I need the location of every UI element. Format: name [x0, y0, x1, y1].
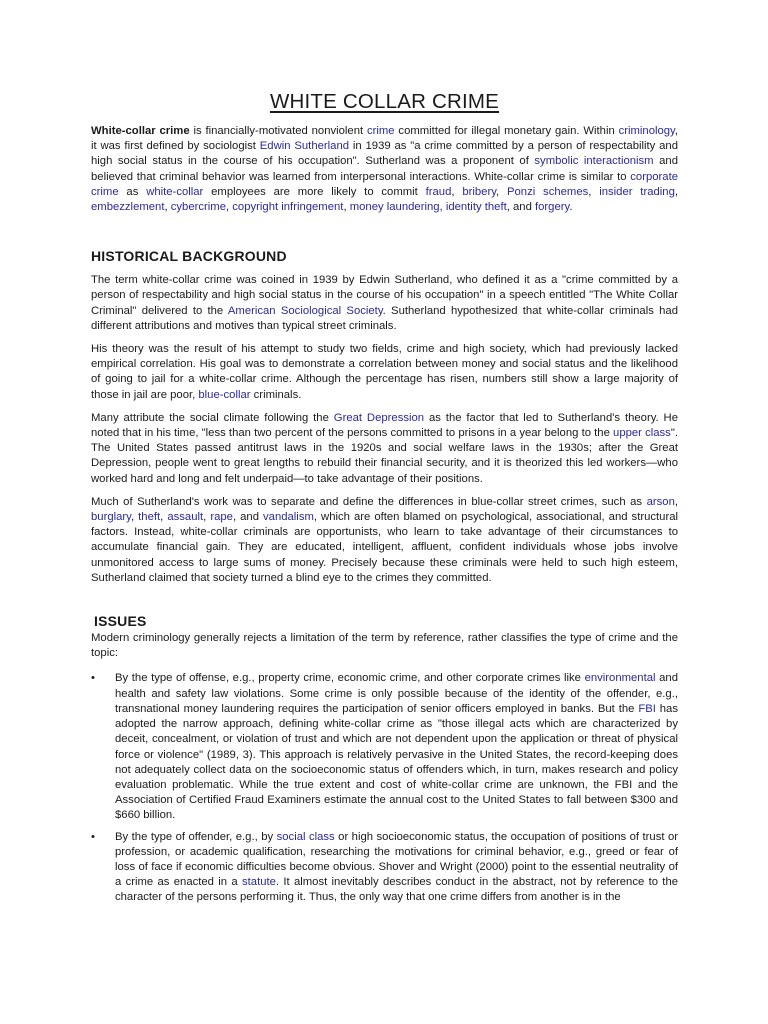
text-run: , — [496, 185, 507, 198]
issues-heading: ISSUES — [94, 613, 147, 630]
text-run: . Sutherland hypothesized that white-collar criminals had different attributions and motives than typical street criminals. — [91, 304, 678, 332]
hyperlink[interactable]: blue-collar — [198, 388, 251, 401]
issues-list — [91, 671, 678, 905]
hyperlink[interactable]: criminology — [618, 125, 675, 137]
list-item-text — [115, 672, 678, 821]
text-run: By the type of offense, e.g., property crime, economic crime, and other corporate crimes like — [115, 672, 585, 685]
list-item — [91, 830, 678, 906]
text-run: employees are more likely to commit — [203, 185, 426, 198]
hyperlink[interactable]: white-collar — [146, 185, 204, 198]
list-item — [91, 671, 678, 823]
bullet-glyph: • — [91, 672, 95, 685]
text-run: as the factor that led to Sutherland's theory. He noted that in his time, "less than two percent of the persons committed to prisons in a year belong to the — [91, 411, 678, 440]
hyperlink[interactable]: statute — [242, 876, 276, 889]
hyperlink[interactable]: money laundering — [349, 201, 440, 214]
hyperlink[interactable]: assault — [167, 511, 204, 524]
text-run: has adopted the narrow approach, defining white-collar crime as "those illegal acts which are characterized by deceit, concealment, or violation of trust and which are not dependent upon the application or threat of physical force or violence" (1989, 3). This approach is relatively pervasive in the United States, the record-keeping does not adequately collect data on the socioeconomic status of offenders which, in turn, makes research and policy evaluation problematic. While the true extent and cost of white-collar crime are unknown, the FBI and the Association of Certified Fraud Examiners estimate the annual cost to the United States to fall between $300 and $660 billion. — [115, 702, 678, 822]
hyperlink[interactable]: identity theft — [445, 201, 507, 214]
hyperlink[interactable]: corporate crime — [91, 170, 678, 198]
text-run: . — [569, 201, 573, 214]
bold-term: White-collar crime — [91, 125, 190, 137]
hyperlink[interactable]: American Sociological Society — [227, 304, 383, 317]
hyperlink[interactable]: Ponzi schemes — [506, 185, 589, 198]
list-item-text — [115, 831, 678, 904]
historical-paragraph-2 — [91, 342, 678, 403]
historical-paragraph-1 — [91, 273, 678, 334]
text-run: , — [674, 495, 678, 508]
text-run: By the type of offender, e.g., by — [115, 830, 277, 843]
hyperlink[interactable]: copyright infringement — [232, 201, 344, 214]
hyperlink[interactable]: bribery — [462, 185, 497, 198]
hyperlink[interactable]: insider trading — [599, 185, 675, 198]
text-run: , and — [506, 201, 535, 214]
hyperlink[interactable]: theft — [138, 511, 161, 524]
historical-paragraph-4 — [91, 495, 678, 586]
hyperlink[interactable]: crime — [366, 125, 395, 137]
text-run: , — [226, 201, 233, 214]
text-run: , — [439, 201, 446, 214]
text-run: , — [588, 185, 600, 198]
text-run: is financially-motivated nonviolent — [189, 125, 367, 137]
intro-paragraph — [91, 124, 678, 215]
hyperlink[interactable]: Great Depression — [333, 411, 425, 424]
text-run: , — [451, 185, 463, 198]
hyperlink[interactable]: embezzlement — [91, 201, 165, 214]
text-run: Modern criminology generally rejects a limitation of the term by reference, rather classifies the type of crime and the topic: — [91, 632, 678, 660]
text-run: criminals. — [250, 388, 302, 401]
text-run: and believed that criminal behavior was learned from interpersonal interactions. White-collar crime is similar to — [91, 155, 678, 183]
hyperlink[interactable]: cybercrime — [170, 201, 226, 214]
historical-paragraph-3 — [91, 411, 678, 487]
text-run: His theory was the result of his attempt to study two fields, crime and high society, which had previously lacked empirical correlation. His goal was to demonstrate a correlation between money and social status and the likelihood of going to jail for a white-collar crime. Although the percentage has risen, numbers still show a large majority of those in jail are poor, — [91, 343, 678, 401]
text-run: , — [130, 511, 139, 524]
text-run: . It almost inevitably describes conduct in the abstract, not by reference to the character of the persons performing it. Thus, the only way that one crime differs from another is in the — [115, 876, 679, 904]
bullet-glyph: • — [91, 830, 95, 843]
hyperlink[interactable]: vandalism — [263, 511, 314, 524]
hyperlink[interactable]: forgery — [535, 201, 570, 214]
hyperlink[interactable]: Edwin Sutherland — [259, 140, 350, 153]
hyperlink[interactable]: FBI — [638, 702, 656, 715]
hyperlink[interactable]: fraud — [425, 185, 452, 198]
text-run: as — [118, 185, 147, 198]
hyperlink[interactable]: burglary — [91, 511, 131, 524]
text-run: , — [160, 511, 168, 524]
hyperlink[interactable]: upper class — [613, 427, 671, 440]
text-run: or high socioeconomic status, the occupation of positions of trust or profession, or academic qualification, researching the motivations for criminal behavior, e.g., greed or fear of loss of face if economic difficulties become obvious. Shover and Wright (2000) point to the essential neutrality of a crime as enacted in a — [115, 830, 679, 889]
text-run: The term white-collar crime was coined in 1939 by Edwin Sutherland, who defined it as a "crime committed by a person of respectability and high social status in the course of his occupation" in a speech entitled "The White Collar Criminal" delivered to the — [91, 274, 678, 317]
text-run: Many attribute the social climate following the — [91, 411, 334, 424]
hyperlink[interactable]: rape — [210, 511, 233, 524]
text-run: in 1939 as "a crime committed by a person of respectability and high social status in the course of his occupation". Sutherland was a proponent of — [91, 140, 678, 168]
text-run: and health and safety law violations. Some crime is only possible because of the identity of the offender, e.g., transnational money laundering requires the participation of senior officers employed in banks. But the — [115, 672, 678, 715]
text-run: , and — [232, 511, 264, 524]
text-run: Much of Sutherland's work was to separate and define the differences in blue-collar street crimes, such as — [91, 495, 647, 508]
text-run: , — [674, 185, 678, 198]
hyperlink[interactable]: symbolic interactionism — [534, 155, 654, 168]
text-run: , which are often blamed on psychological, associational, and structural factors. Instead, white-collar criminals are opportunists, who learn to take advantage of their circumstances to accumulate financial gain. They are educated, intelligent, affluent, confident individuals whose jobs involve unmonitored access to large sums of money. Precisely because these criminals were held to such high esteem, Sutherland claimed that society turned a blind eye to the crimes they committed. — [91, 511, 679, 584]
text-run: , — [343, 201, 350, 214]
hyperlink[interactable]: social class — [276, 830, 335, 843]
hyperlink[interactable]: environmental — [584, 672, 656, 685]
text-run: committed for illegal monetary gain. Within — [394, 125, 619, 137]
hyperlink[interactable]: arson — [646, 495, 675, 508]
text-run: , — [164, 201, 171, 214]
document-title: WHITE COLLAR CRIME — [269, 90, 500, 113]
text-run: , — [203, 511, 211, 524]
issues-intro-paragraph — [91, 631, 678, 661]
text-run: ". The United States passed antitrust laws in the 1920s and social welfare laws in the 1930s; after the Great Depression, people went to great lengths to rebuild their financial security, and it is theorized this led workers—who worked hard and long and felt underpaid—to take advantage of their positions. — [91, 427, 678, 485]
text-run: , it was first defined by sociologist — [91, 125, 679, 153]
historical-background-heading: HISTORICAL BACKGROUND — [91, 248, 287, 265]
